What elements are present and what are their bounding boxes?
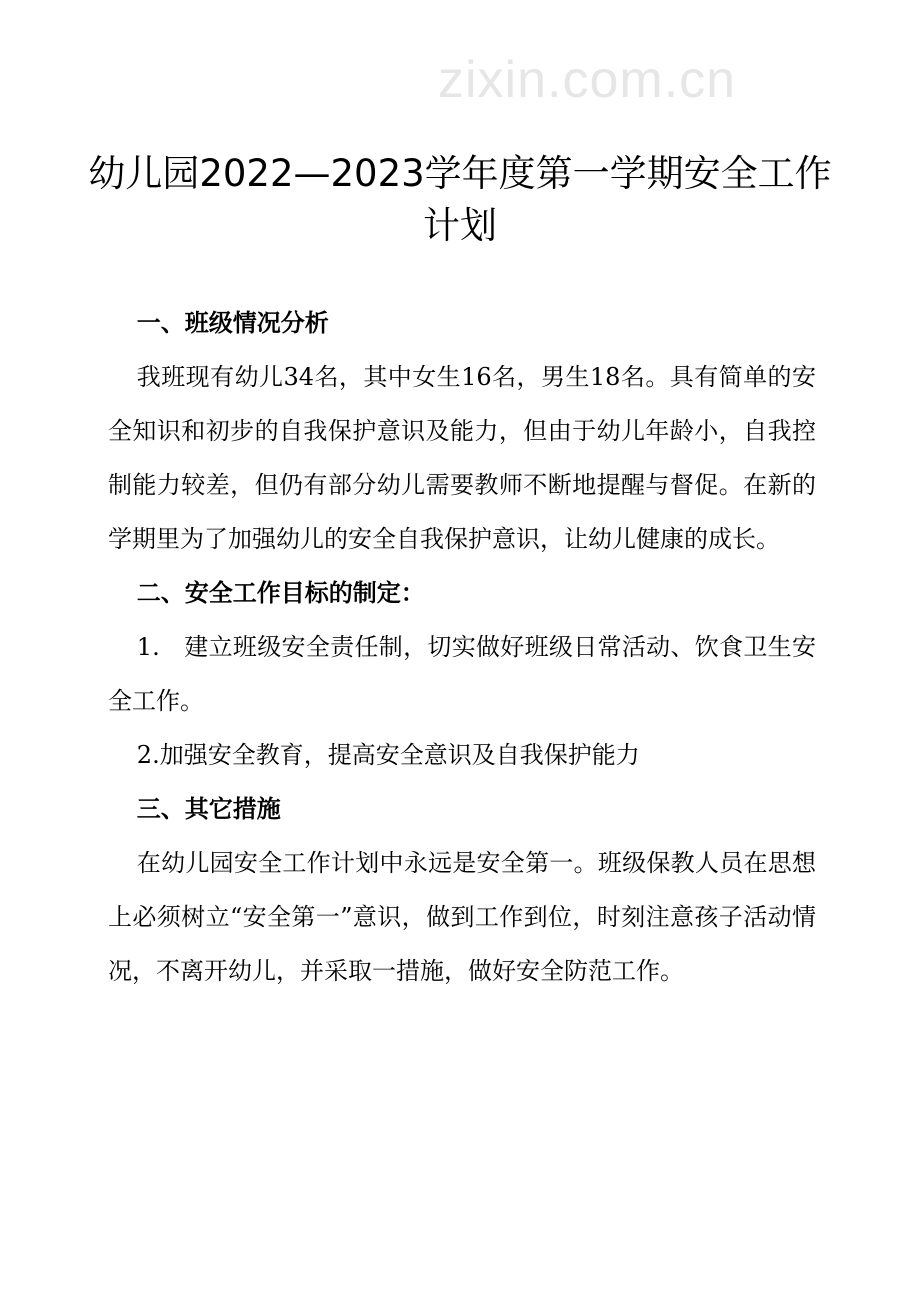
list-item: 1. 建立班级安全责任制，切实做好班级日常活动、饮食卫生安全工作。: [108, 633, 816, 715]
document-title: 幼儿园2022—2023学年度第一学期安全工作计划: [88, 152, 832, 247]
document-body: [108, 296, 816, 998]
paragraph: 我班现有幼儿34名，其中女生16名，男生18名。具有简单的安全知识和初步的自我保护意识及能力，但由于幼儿年龄小，自我控制能力较差，但仍有部分幼儿需要教师不断地提醒与督促。在新的学期里为了加强幼儿的安全自我保护意识，让幼儿健康的成长。: [108, 363, 816, 553]
paragraph: 在幼儿园安全工作计划中永远是安全第一。班级保教人员在思想上必须树立“安全第一”意识，做到工作到位，时刻注意孩子活动情况，不离开幼儿，并采取一措施，做好安全防范工作。: [108, 849, 816, 985]
list-item: 2.加强安全教育，提高安全意识及自我保护能力: [136, 741, 640, 769]
section-heading: 一、班级情况分析: [136, 309, 329, 337]
section-heading: 三、其它措施: [136, 795, 281, 823]
section-heading: 二、安全工作目标的制定：: [136, 579, 425, 607]
watermark: zixin.com.cn: [438, 51, 737, 109]
